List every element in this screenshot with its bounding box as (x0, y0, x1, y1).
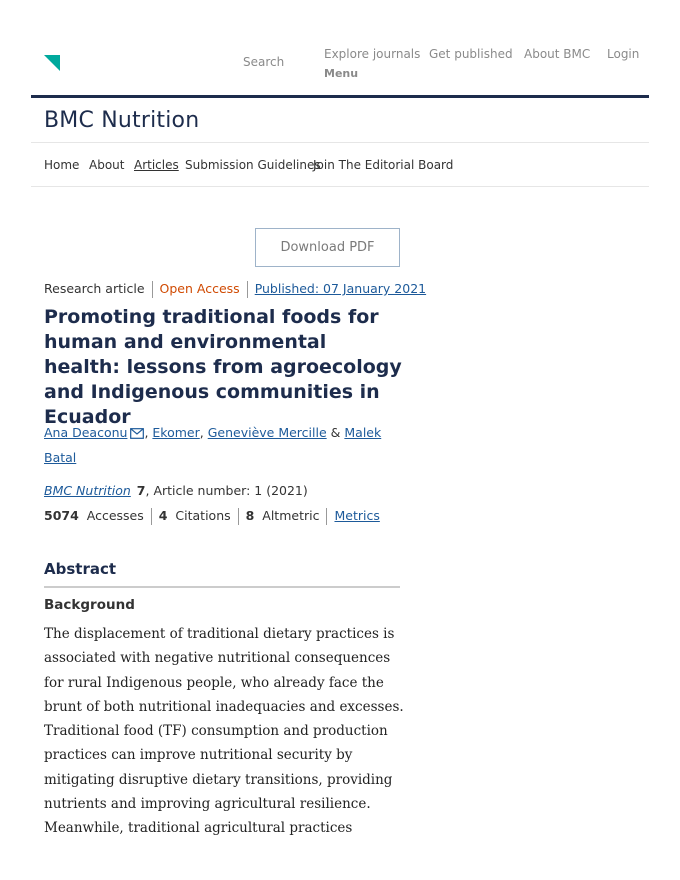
separator (247, 281, 248, 298)
abstract-divider (44, 586, 400, 588)
subnav-home[interactable]: Home (44, 158, 80, 172)
subnav-articles[interactable]: Articles (134, 158, 179, 172)
journal-subnav (0, 158, 680, 176)
email-icon[interactable] (130, 428, 144, 439)
subnav-about[interactable]: About (89, 158, 125, 172)
article-title: Promoting traditional foods for human and environmental health: lessons from agroecology and Indigenous communities in Ecuador (44, 306, 402, 428)
altmetric-count: 8 (245, 508, 255, 523)
author-list: Ana Deaconu , Ekomer, Geneviève Mercille & Malek Batal (44, 425, 382, 465)
nav-about-bmc[interactable]: About BMC (524, 47, 591, 61)
nav-login[interactable]: Login (607, 47, 640, 61)
metrics-link[interactable]: Metrics (334, 508, 380, 523)
separator (238, 508, 239, 525)
article-type: Research article (44, 281, 145, 296)
download-pdf-button[interactable]: Download PDF (255, 228, 400, 267)
divider (31, 186, 649, 187)
header-divider (31, 95, 649, 98)
nav-explore-journals[interactable]: Explore journals (324, 47, 421, 61)
citation (44, 483, 308, 498)
menu-button[interactable]: Menu (324, 67, 359, 80)
article-metrics (44, 508, 380, 525)
article-meta (44, 281, 426, 298)
separator (326, 508, 327, 525)
accesses-label: Accesses (86, 508, 144, 523)
author-link[interactable]: Ana Deaconu (44, 425, 128, 440)
abstract-text: The displacement of traditional dietary practices is associated with negative nutritional consequences for rural Indigenous people, who already face the brunt of both nutritional inadequacies and excesses. Traditional food (TF) consumption and production practices can improve nutritional security by mitigating disruptive dietary transitions, providing nutrients and improving agricultural resilience. Meanwhile, traditional agricultural practices (44, 626, 404, 837)
bmc-logo-icon[interactable] (44, 55, 60, 71)
accesses-count: 5074 (44, 508, 79, 523)
citations-label: Citations (175, 508, 231, 523)
volume: 7 (136, 483, 146, 498)
divider (31, 142, 649, 143)
abstract-heading: Abstract (44, 560, 117, 578)
separator (151, 508, 152, 525)
article-number: , Article number: 1 (2021) (145, 483, 308, 498)
journal-title[interactable]: BMC Nutrition (44, 108, 200, 133)
author-link[interactable]: Malek Batal (44, 425, 382, 465)
nav-get-published[interactable]: Get published (429, 47, 513, 61)
open-access-badge: Open Access (159, 281, 240, 296)
separator (152, 281, 153, 298)
subnav-submission-guidelines[interactable]: Submission Guidelines (185, 158, 321, 172)
altmetric-label: Altmetric (262, 508, 320, 523)
search-link[interactable]: Search (243, 55, 285, 69)
journal-name-link[interactable]: BMC Nutrition (44, 483, 131, 498)
citations-count: 4 (158, 508, 168, 523)
site-header (0, 0, 680, 96)
author-link[interactable]: Geneviève Mercille (207, 425, 327, 440)
author-link[interactable]: Ekomer (152, 425, 200, 440)
background-heading: Background (44, 597, 135, 613)
author-conjunction: & (330, 425, 341, 440)
published-date-link[interactable]: Published: 07 January 2021 (254, 281, 427, 296)
subnav-join-editorial-board[interactable]: Join The Editorial Board (313, 158, 454, 172)
